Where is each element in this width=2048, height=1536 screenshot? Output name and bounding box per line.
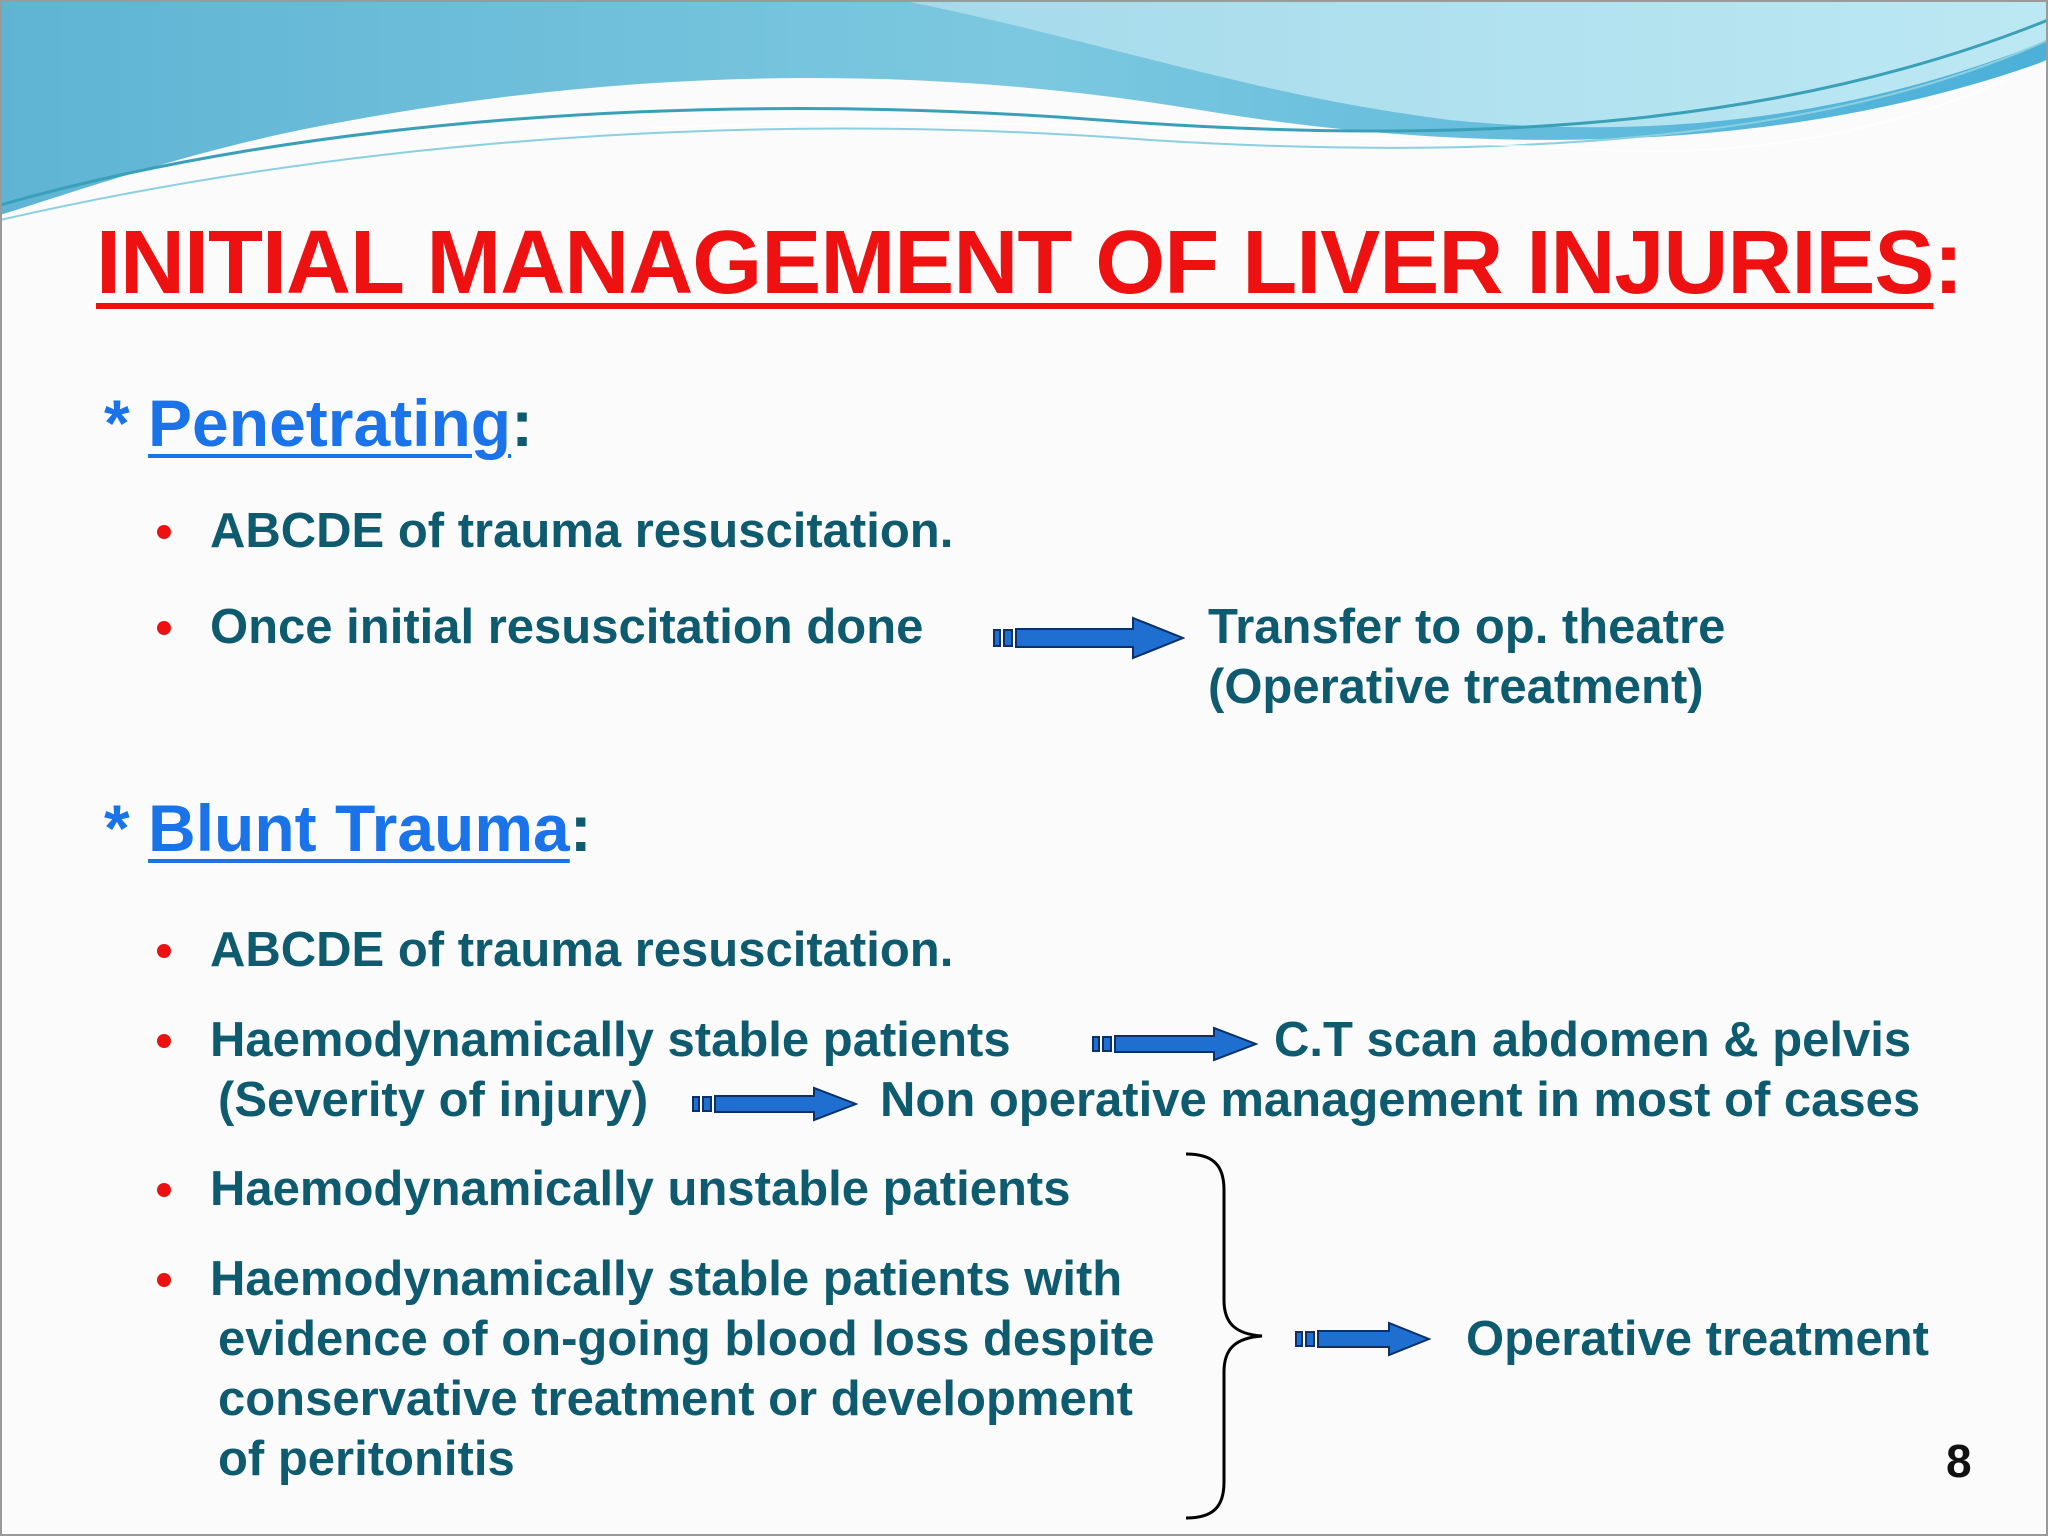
blunt-severity-result: Non operative management in most of cases [880,1073,1921,1127]
blunt-unstable-label: Haemodynamically unstable patients [210,1162,1071,1216]
bullet-icon [157,944,171,958]
page-number: 8 [1946,1435,1972,1487]
blunt-ongoing-line-2: evidence of on-going blood loss despite [218,1312,1155,1366]
penetrating-bullet-2: Once initial resuscitation done [210,600,924,654]
penetrating-bullet-1: ABCDE of trauma resuscitation. [210,504,954,558]
penetrating-result-line-2: (Operative treatment) [1208,660,1704,714]
section-heading-penetrating [104,385,533,461]
curly-brace-icon [1178,1150,1268,1522]
heading-star: * [104,386,130,460]
blunt-severity-label: (Severity of injury) [218,1073,649,1127]
arrow-right-icon [993,616,1185,660]
penetrating-result-line-1: Transfer to op. theatre [1208,600,1726,654]
slide-title [96,212,1962,315]
blunt-stable-result: C.T scan abdomen & pelvis [1274,1013,1912,1067]
header-wave-decoration [0,0,2048,240]
heading-star: * [104,791,130,865]
heading-colon: : [569,791,592,865]
slide-title-colon: : [1933,213,1963,313]
slide-title-text: INITIAL MANAGEMENT OF LIVER INJURIES [96,213,1934,313]
bullet-icon [157,621,171,635]
heading-text: Blunt Trauma [148,791,570,865]
arrow-right-icon [1295,1321,1431,1357]
bullet-icon [157,1183,171,1197]
arrow-right-icon [1092,1026,1258,1062]
bullet-icon [157,1034,171,1048]
blunt-ongoing-line-4: of peritonitis [218,1432,515,1486]
heading-colon: : [511,386,534,460]
section-heading-blunt-trauma [104,790,592,866]
heading-text: Penetrating [148,386,512,460]
bullet-icon [157,1273,171,1287]
arrow-right-icon [692,1086,858,1122]
blunt-ongoing-line-3: conservative treatment or development [218,1372,1133,1426]
bullet-icon [157,525,171,539]
blunt-operative-result: Operative treatment [1466,1312,1929,1366]
blunt-bullet-1: ABCDE of trauma resuscitation. [210,923,954,977]
blunt-stable-label: Haemodynamically stable patients [210,1013,1011,1067]
blunt-ongoing-line-1: Haemodynamically stable patients with [210,1252,1123,1306]
